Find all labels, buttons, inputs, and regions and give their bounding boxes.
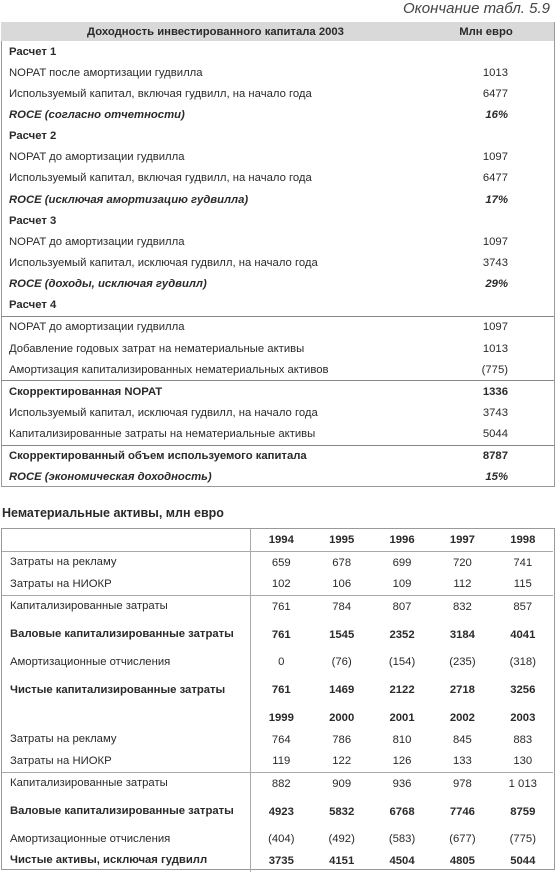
value-cell: 106 [332, 578, 352, 591]
roce-row [1, 467, 554, 488]
row-label: Расчет 1 [9, 45, 57, 58]
value-cell: 2718 [449, 684, 475, 696]
table-caption: Окончание табл. 5.9 [403, 0, 550, 17]
value-cell: 936 [372, 773, 432, 795]
value-cell: 109 [392, 578, 412, 591]
row-label [2, 751, 251, 773]
row-label: Скорректированная NOPAT [1, 381, 430, 403]
value-cell: 1545 [329, 628, 355, 641]
row-label: NOPAT до амортизации гудвилла [9, 151, 185, 164]
value-cell: 4151 [329, 854, 355, 867]
row-label [2, 596, 251, 618]
row-label-text: Чистые капитализированные затраты [10, 683, 226, 696]
value-cell: 8759 [510, 805, 536, 818]
table-row [1, 83, 554, 104]
row-value: 1097 [482, 321, 508, 334]
table-row [1, 147, 554, 168]
row-label [2, 552, 251, 574]
row-label-text: Капитализированные затраты [10, 600, 168, 613]
intangibles-title: Нематериальные активы, млн евро [2, 506, 224, 520]
row-label [2, 729, 251, 751]
intangibles-table [2, 529, 553, 872]
row-label: Используемый капитал, исключая гудвилл, на начало года [9, 406, 318, 419]
row-value: 6477 [482, 87, 508, 100]
roce-table-header [1, 22, 554, 41]
header-unit: Млн евро [430, 22, 554, 41]
table-row [2, 552, 553, 574]
row-label-text: Валовые капитализированные затраты [10, 805, 234, 817]
row-value: 29% [485, 278, 508, 291]
row-value [430, 295, 554, 317]
row-label-text: Затраты на рекламу [10, 556, 117, 569]
row-label: Используемый капитал, включая гудвилл, на начало года [9, 172, 312, 185]
row-label: ROCE (экономическая доходность) [9, 471, 212, 484]
table-row [2, 652, 553, 674]
row-label-text: Затраты на НИОКР [10, 577, 112, 590]
year-cell: 2003 [510, 712, 536, 724]
row-value: 5044 [430, 424, 554, 446]
value-cell: 6768 [389, 805, 415, 818]
value-cell: 807 [372, 596, 432, 618]
table-row [1, 231, 554, 252]
value-cell: 7746 [449, 805, 475, 818]
row-label: Добавление годовых затрат на нематериальные активы [9, 342, 305, 355]
table-row [1, 316, 554, 338]
row-label [2, 850, 251, 872]
years-header-row [2, 707, 553, 729]
table-row [1, 126, 554, 147]
value-cell: (583) [388, 833, 416, 846]
value-cell: (677) [449, 833, 476, 846]
row-value: 8787 [430, 445, 554, 467]
value-cell: 741 [513, 556, 533, 569]
roce-table [1, 22, 554, 488]
row-value: 15% [485, 471, 508, 484]
row-label: NOPAT после амортизации гудвилла [9, 66, 203, 79]
row-label [2, 773, 251, 795]
value-cell: 761 [271, 628, 291, 641]
value-cell: 883 [513, 733, 533, 746]
years-header-blank [2, 529, 251, 552]
value-cell: 764 [271, 733, 291, 746]
row-value [430, 210, 554, 231]
row-label [2, 673, 251, 707]
table-row [2, 729, 553, 751]
value-cell: 784 [312, 596, 372, 618]
value-cell: 882 [251, 773, 312, 795]
year-cell: 2000 [329, 712, 355, 724]
value-cell: 978 [432, 773, 492, 795]
row-label [2, 574, 251, 596]
table-row [2, 751, 553, 773]
row-label: Используемый капитал, исключая гудвилл, на начало года [9, 256, 318, 269]
row-value: 1336 [430, 381, 554, 403]
row-label-text: Капитализированные затраты [10, 777, 168, 790]
row-value: 1097 [482, 235, 508, 248]
value-cell: 3184 [449, 628, 475, 641]
table-row [2, 850, 553, 872]
row-label: ROCE (согласно отчетности) [9, 108, 185, 121]
value-cell: 5832 [329, 805, 355, 818]
value-cell: 112 [453, 578, 472, 591]
year-cell: 1996 [372, 529, 432, 552]
table-row [1, 424, 554, 446]
row-label [2, 652, 251, 674]
table-row [1, 359, 554, 381]
value-cell: 1469 [329, 684, 355, 696]
table-row [2, 618, 553, 652]
value-cell: 2352 [389, 628, 415, 641]
value-cell: 4504 [389, 854, 415, 867]
value-cell: (154) [388, 656, 416, 669]
row-label: Капитализированные затраты на нематериальные активы [1, 424, 430, 446]
value-cell: 1 013 [493, 773, 553, 795]
value-cell: 4041 [510, 628, 536, 641]
table-row [1, 252, 554, 273]
value-cell: 5044 [510, 854, 536, 867]
row-value [430, 126, 554, 147]
row-value: 3743 [482, 406, 508, 419]
value-cell: 786 [332, 733, 352, 746]
value-cell: 3735 [268, 854, 294, 867]
value-cell: 122 [332, 755, 352, 768]
year-cell: 1997 [432, 529, 492, 552]
table-row [1, 41, 554, 62]
value-cell: 0 [278, 656, 285, 669]
value-cell: (318) [509, 656, 536, 669]
table-row [2, 673, 553, 707]
table-row [2, 795, 553, 829]
row-label: Расчет 4 [1, 295, 430, 317]
table-row [1, 381, 554, 403]
row-label-text: Амортизационные отчисления [10, 832, 171, 845]
value-cell: 133 [452, 755, 472, 768]
value-cell: 678 [332, 556, 352, 569]
table-row [2, 596, 553, 618]
row-value: 1097 [482, 151, 508, 164]
value-cell: 909 [312, 773, 372, 795]
value-cell: (492) [328, 833, 355, 846]
years-header-row [2, 529, 553, 552]
value-cell: 115 [513, 578, 532, 591]
table-row [1, 445, 554, 467]
header-label: Доходность инвестированного капитала 2003 [1, 22, 430, 41]
row-label: ROCE (исключая амортизацию гудвилла) [9, 193, 249, 206]
table-row [1, 338, 554, 359]
row-label-text: Затраты на НИОКР [10, 754, 112, 767]
row-label-text: Валовые капитализированные затраты [10, 628, 234, 640]
table-row [1, 402, 554, 423]
table-row [2, 773, 553, 795]
row-label-text: Амортизационные отчисления [10, 655, 171, 668]
table-row [1, 210, 554, 231]
table-row [2, 829, 553, 851]
years-header-blank [2, 707, 251, 729]
year-cell: 1995 [312, 529, 372, 552]
row-value: 17% [485, 193, 508, 206]
year-cell: 1998 [493, 529, 553, 552]
table-row [2, 574, 553, 596]
row-label-text: Затраты на рекламу [10, 733, 117, 746]
row-label [2, 829, 251, 851]
table-row [1, 295, 554, 317]
row-label: Расчет 3 [9, 214, 57, 227]
year-cell: 1994 [251, 529, 312, 552]
value-cell: 832 [432, 596, 492, 618]
row-value [430, 41, 554, 62]
row-value: 6477 [482, 172, 508, 185]
value-cell: 761 [251, 596, 312, 618]
value-cell: 720 [452, 556, 472, 569]
value-cell: 857 [493, 596, 553, 618]
value-cell: 2122 [389, 684, 415, 696]
row-label: Скорректированный объем используемого капитала [1, 445, 430, 467]
value-cell: 3256 [510, 684, 536, 696]
roce-row [1, 104, 554, 125]
value-cell: 119 [272, 755, 291, 768]
row-label: ROCE (доходы, исключая гудвилл) [9, 278, 207, 291]
roce-row [1, 189, 554, 210]
row-label [2, 618, 251, 652]
row-value: 16% [485, 108, 508, 121]
value-cell: 845 [452, 733, 472, 746]
value-cell: 4805 [449, 854, 475, 867]
table-row [1, 168, 554, 189]
year-cell: 2001 [389, 712, 415, 724]
row-value: 1013 [482, 66, 508, 79]
row-value: 1013 [482, 342, 508, 355]
value-cell: 130 [513, 755, 533, 768]
row-value: (775) [481, 363, 508, 376]
year-cell: 1999 [268, 712, 294, 724]
row-value: 3743 [482, 256, 508, 269]
row-label: NOPAT до амортизации гудвилла [9, 235, 185, 248]
value-cell: 659 [271, 556, 291, 569]
value-cell: (404) [268, 833, 295, 846]
row-label: Амортизация капитализированных нематериальных активов [9, 363, 329, 376]
value-cell: 699 [392, 556, 412, 569]
row-label: Используемый капитал, включая гудвилл, на начало года [9, 87, 312, 100]
row-label: Расчет 2 [9, 130, 57, 143]
value-cell: (775) [509, 833, 536, 846]
row-label-text: Чистые активы, исключая гудвилл [10, 854, 208, 867]
value-cell: 126 [392, 755, 412, 768]
value-cell: (76) [331, 656, 352, 669]
value-cell: 810 [392, 733, 412, 746]
table-row [1, 62, 554, 83]
row-label: NOPAT до амортизации гудвилла [9, 321, 185, 334]
value-cell: 4923 [268, 805, 294, 818]
value-cell: (235) [449, 656, 476, 669]
row-label [2, 795, 251, 829]
value-cell: 102 [271, 578, 291, 591]
roce-row [1, 274, 554, 295]
value-cell: 761 [271, 684, 291, 696]
year-cell: 2002 [449, 712, 475, 724]
